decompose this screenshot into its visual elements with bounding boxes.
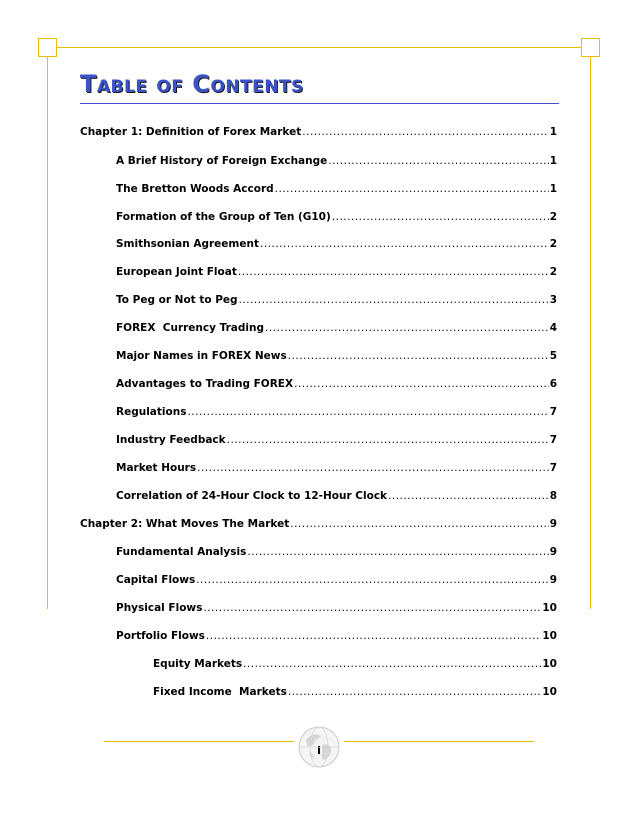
toc-entry-page: 9 [549,574,557,586]
toc-entry-industry-feedback[interactable] [116,434,557,446]
toc-entry-major-names[interactable] [116,350,557,362]
dot-leader [206,630,541,642]
toc-entry-bretton-woods[interactable] [116,183,557,195]
toc-entry-page: 5 [549,350,557,362]
toc-entry-label: Formation of the Group of Ten (G10) [116,211,331,223]
dot-leader [243,658,541,670]
toc-entry-label: Major Names in FOREX News [116,350,287,362]
dot-leader [187,406,548,418]
toc-entry-label: Chapter 1: Definition of Forex Market [80,126,302,138]
toc-entry-regulations[interactable] [116,406,557,418]
toc-entry-label: Correlation of 24-Hour Clock to 12-Hour Clock [116,490,388,502]
toc-entry-history-foreign-exchange[interactable] [116,155,557,167]
toc-entry-group-of-ten[interactable] [116,211,557,223]
toc-entry-page: 1 [549,183,557,195]
toc-entry-clock-correlation[interactable] [116,490,557,502]
toc-entry-label: Fixed Income Markets [153,686,287,698]
page-title: Table of Contents [80,70,304,98]
toc-entry-label: Portfolio Flows [116,630,205,642]
toc-entry-fixed-income-markets[interactable] [153,686,557,698]
dot-leader [260,238,549,250]
toc-entry-page: 7 [549,406,557,418]
toc-entry-fundamental-analysis[interactable] [116,546,557,558]
toc-entry-page: 2 [549,211,557,223]
dot-leader [197,462,549,474]
toc-entry-page: 1 [549,126,557,138]
toc-entry-label: European Joint Float [116,266,237,278]
toc-entry-label: Fundamental Analysis [116,546,247,558]
toc-entry-page: 9 [549,518,557,530]
toc-entry-european-joint-float[interactable] [116,266,557,278]
toc-entry-label: Market Hours [116,462,197,474]
toc-entry-page: 7 [549,434,557,446]
toc-entry-page: 1 [549,155,557,167]
toc-entry-chapter-2[interactable] [80,518,557,530]
dot-leader [332,211,549,223]
dot-leader [388,490,549,502]
frame-corner-top-left [38,38,57,57]
dot-leader [290,518,548,530]
toc-entry-page: 7 [549,462,557,474]
dot-leader [294,378,549,390]
dot-leader [239,294,549,306]
toc-entry-portfolio-flows[interactable] [116,630,557,642]
toc-entry-page: 8 [549,490,557,502]
dot-leader [196,574,548,586]
toc-entry-market-hours[interactable] [116,462,557,474]
toc-entry-equity-markets[interactable] [153,658,557,670]
dot-leader [203,602,541,614]
toc-entry-label: Chapter 2: What Moves The Market [80,518,290,530]
dot-leader [288,686,542,698]
toc-entry-label: Equity Markets [153,658,243,670]
toc-entry-page: 9 [549,546,557,558]
toc-entry-page: 10 [542,686,557,698]
toc-entry-physical-flows[interactable] [116,602,557,614]
toc-entry-page: 10 [542,630,557,642]
dot-leader [275,183,549,195]
toc-entry-page: 10 [542,602,557,614]
frame-corner-top-right [581,38,600,57]
toc-entry-advantages[interactable] [116,378,557,390]
toc-entry-label: The Bretton Woods Accord [116,183,274,195]
title-underline [80,103,559,104]
toc-entry-label: Advantages to Trading FOREX [116,378,294,390]
toc-entry-chapter-1[interactable] [80,126,557,138]
toc-entry-page: 6 [549,378,557,390]
dot-leader [227,434,549,446]
toc-entry-smithsonian[interactable] [116,238,557,250]
toc-entry-page: 10 [542,658,557,670]
toc-entry-label: Capital Flows [116,574,196,586]
toc-entry-label: To Peg or Not to Peg [116,294,238,306]
dot-leader [288,350,549,362]
dot-leader [328,155,548,167]
frame-left-line [47,49,48,609]
dot-leader [247,546,548,558]
dot-leader [302,126,548,138]
footer-rule-left [104,741,294,742]
page-number: i [317,744,321,757]
toc-entry-capital-flows[interactable] [116,574,557,586]
toc-entry-label: FOREX Currency Trading [116,322,264,334]
toc-entry-label: Smithsonian Agreement [116,238,259,250]
toc-entry-page: 3 [549,294,557,306]
toc-entry-page: 2 [549,266,557,278]
toc-entry-label: Industry Feedback [116,434,226,446]
dot-leader [238,266,549,278]
footer-rule-right [344,741,534,742]
toc-entry-label: A Brief History of Foreign Exchange [116,155,328,167]
toc-entry-page: 4 [549,322,557,334]
dot-leader [265,322,549,334]
frame-right-line [590,49,591,609]
toc-entry-to-peg[interactable] [116,294,557,306]
toc-entry-page: 2 [549,238,557,250]
toc-entry-label: Physical Flows [116,602,203,614]
toc-entry-forex-currency-trading[interactable] [116,322,557,334]
frame-top-line [49,47,589,48]
toc-entry-label: Regulations [116,406,187,418]
